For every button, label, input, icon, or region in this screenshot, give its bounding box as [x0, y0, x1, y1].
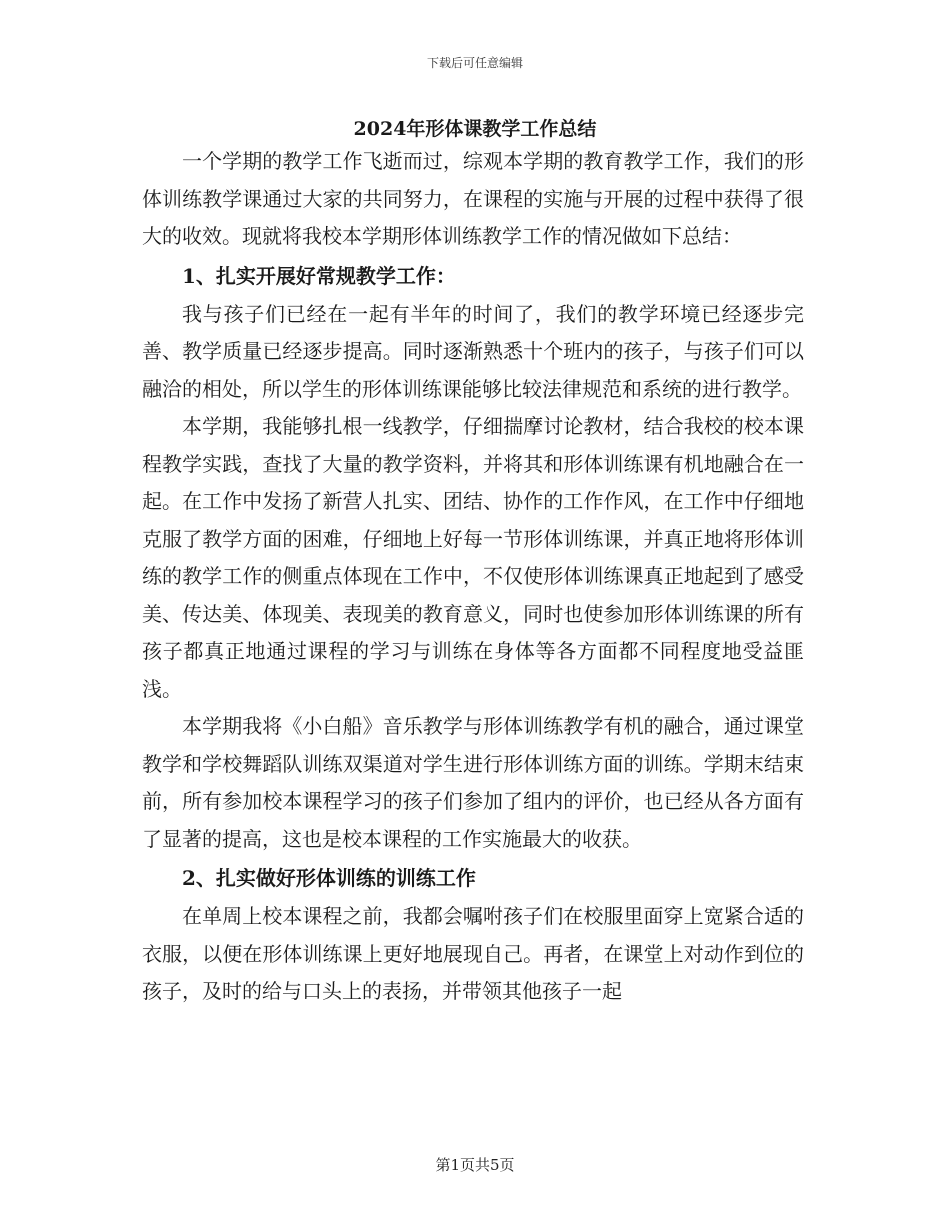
download-note: 下载后可任意编辑 — [426, 56, 523, 70]
section-1-heading: 1、扎实开展好常规教学工作： — [182, 263, 456, 288]
section-1-paragraph-3: 本学期我将《小白船》音乐教学与形体训练教学有机的融合，通过课堂教学和学校舞蹈队训练双渠道对学生进行形体训练方面的训练。学期末结束前，所有参加校本课程学习的孩子们参加了组内的评价，也已经从各方面有了显著的提高，这也是校本课程的工作实施最大的收获。 — [142, 714, 804, 851]
section-1-paragraph-1: 我与孩子们已经在一起有半年的时间了，我们的教学环境已经逐步完善、教学质量已经逐步提高。同时逐渐熟悉十个班内的孩子，与孩子们可以融洽的相处，所以学生的形体训练课能够比较法律规范和系统的进行教学。 — [142, 301, 804, 401]
document-body — [142, 143, 804, 1011]
document-title: 2024年形体课教学工作总结 — [353, 118, 597, 140]
section-2-heading: 2、扎实做好形体训练的训练工作 — [182, 866, 476, 890]
section-1-paragraph-2: 本学期，我能够扎根一线教学，仔细揣摩讨论教材，结合我校的校本课程教学实践，查找了大量的教学资料，并将其和形体训练课有机地融合在一起。在工作中发扬了新营人扎实、团结、协作的工作作风，在工作中仔细地克服了教学方面的困难，仔细地上好每一节形体训练课，并真正地将形体训练的教学工作的侧重点体现在工作中，不仅使形体训练课真正地起到了感受美、传达美、体现美、表现美的教育意义，同时也使参加形体训练课的所有孩子都真正地通过课程的学习与训练在身体等各方面都不同程度地受益匪浅。 — [142, 414, 804, 701]
page-indicator: 第1页共5页 — [435, 1156, 515, 1174]
section-2-paragraph-1: 在单周上校本课程之前，我都会嘱咐孩子们在校服里面穿上宽紧合适的衣服，以便在形体训练课上更好地展现自己。再者，在课堂上对动作到位的孩子，及时的给与口头上的表扬，并带领其他孩子一起 — [142, 904, 804, 1003]
intro-paragraph: 一个学期的教学工作飞逝而过，综观本学期的教育教学工作，我们的形体训练教学课通过大家的共同努力，在课程的实施与开展的过程中获得了很大的收效。现就将我校本学期形体训练教学工作的情况做如下总结： — [142, 149, 804, 248]
